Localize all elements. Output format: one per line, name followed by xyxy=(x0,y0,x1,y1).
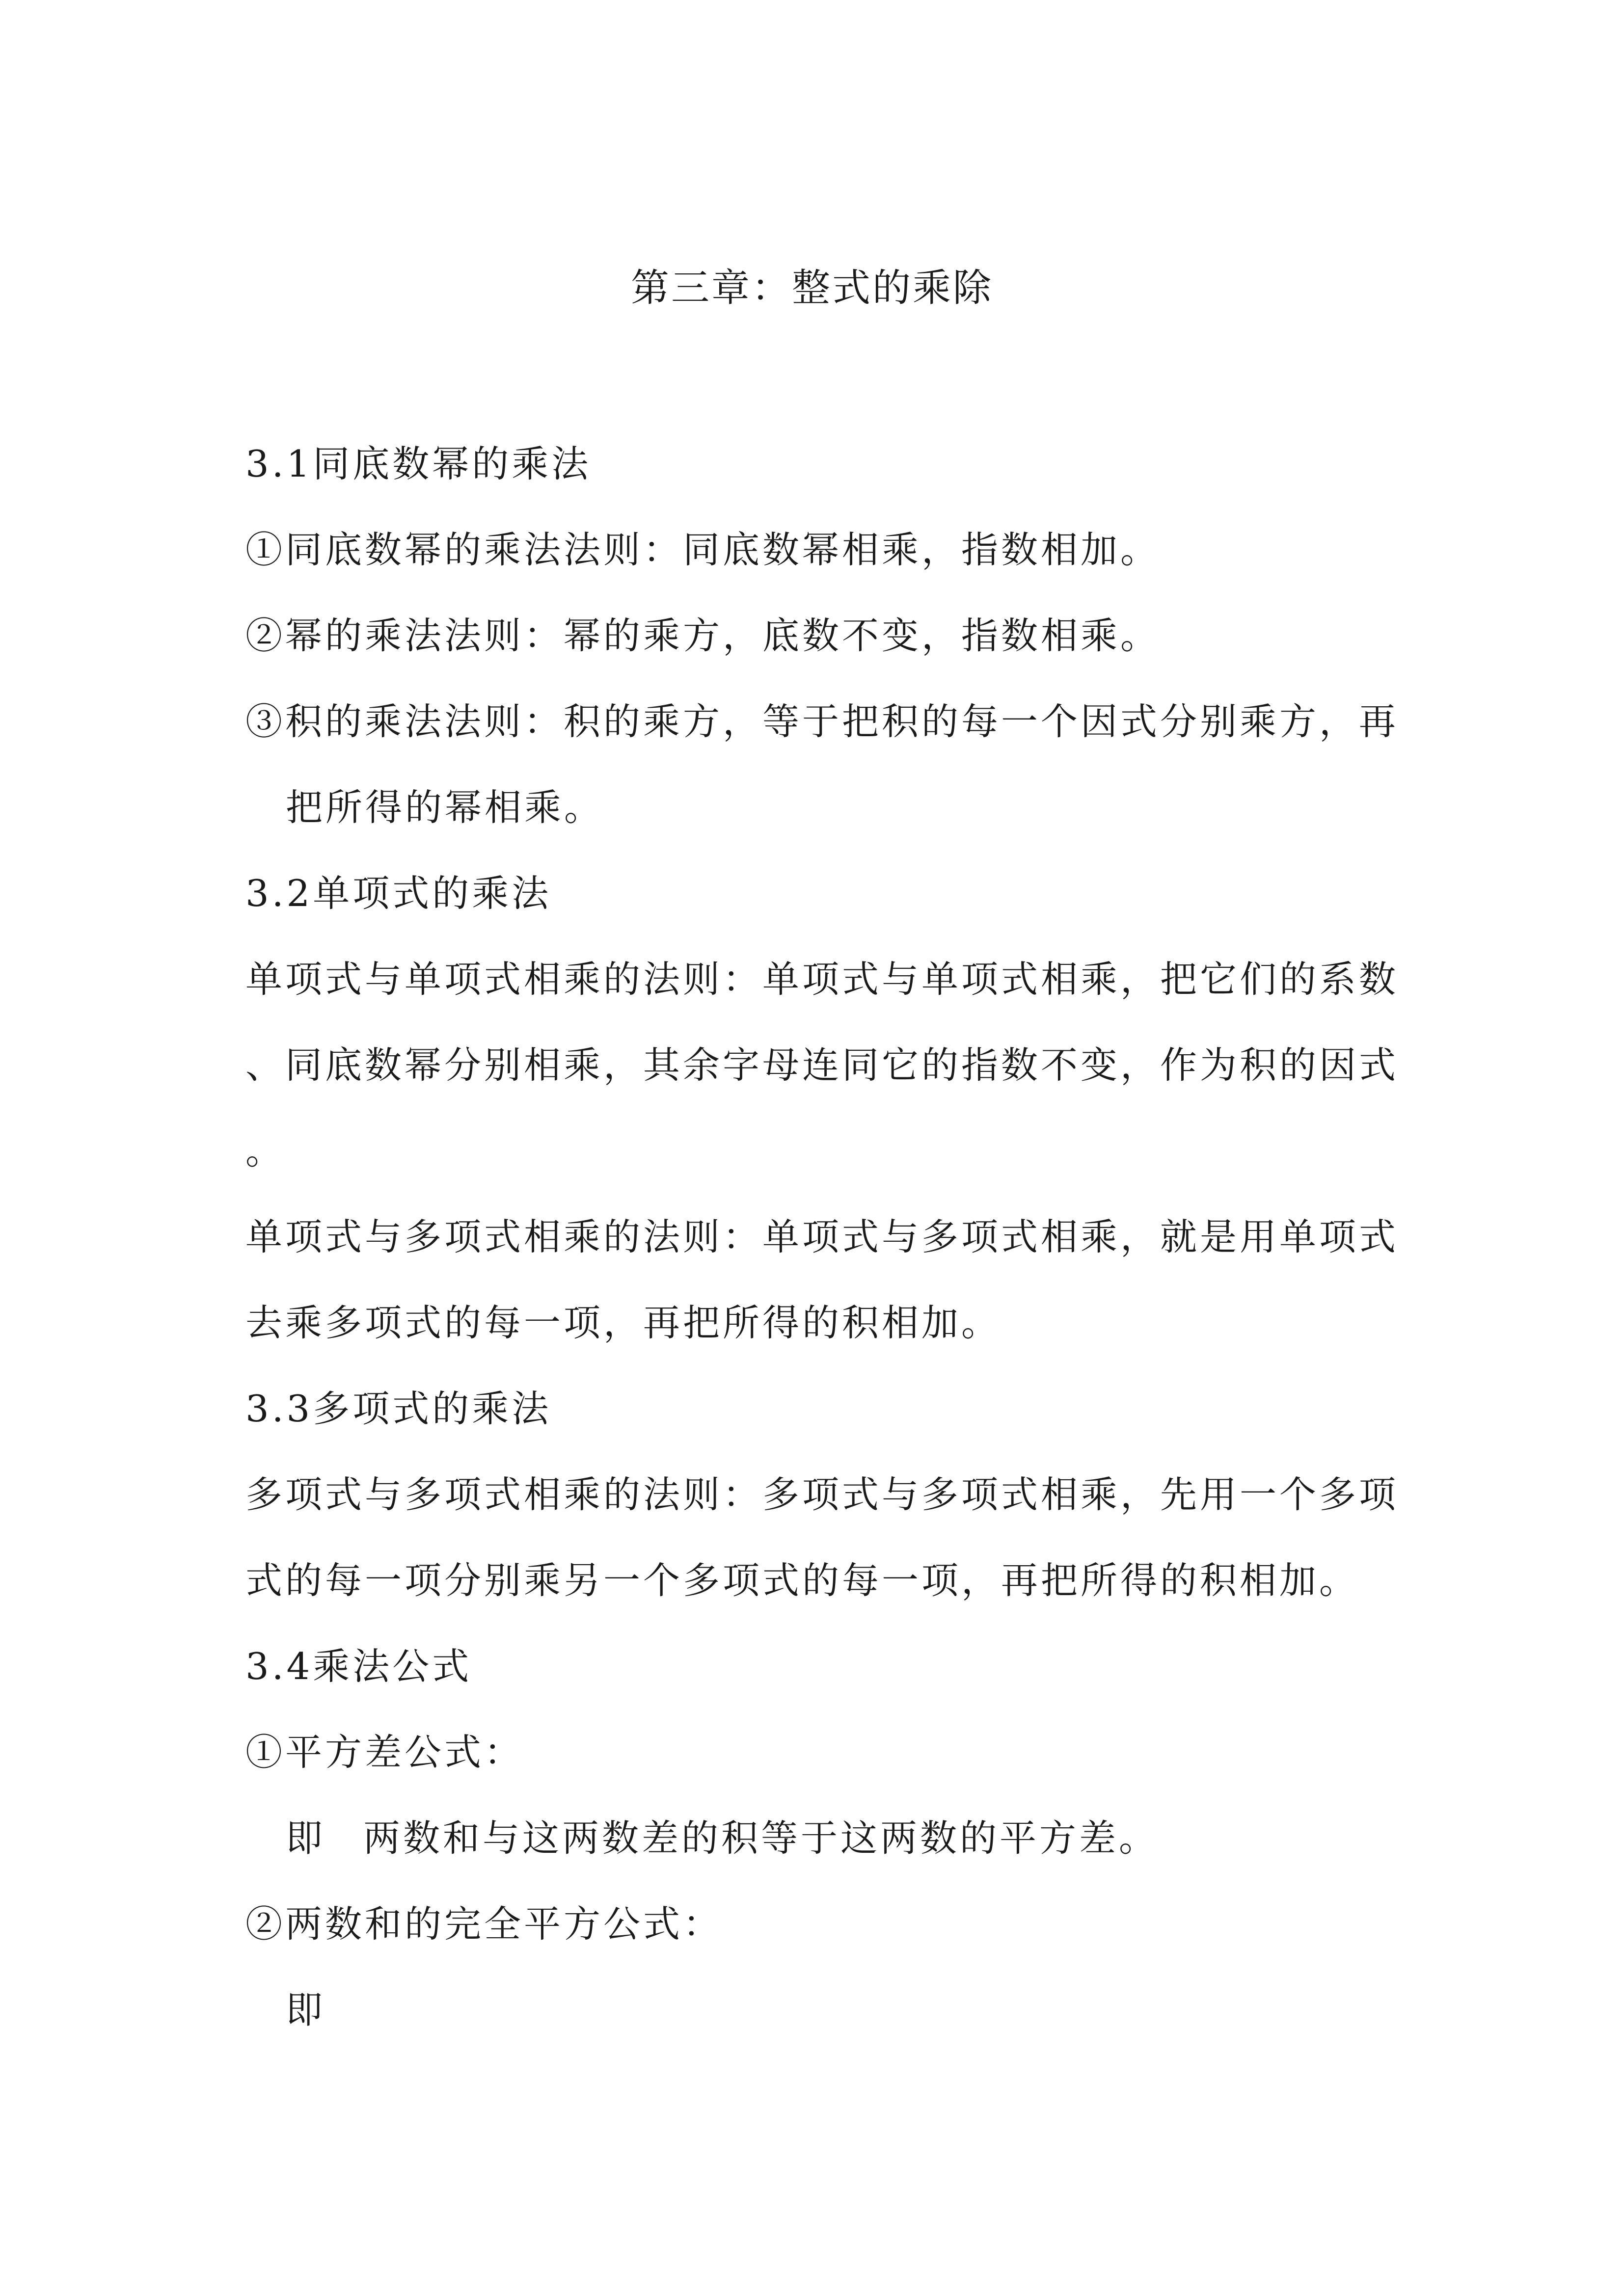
monomial-times-polynomial-line2: 去乘多项式的每一项，再把所得的积相加。 xyxy=(245,1301,1001,1344)
section-heading-3-1: 3.1同底数幂的乘法 xyxy=(245,442,592,485)
rule-same-base-multiplication: ①同底数幂的乘法法则：同底数幂相乘，指数相加。 xyxy=(245,528,1161,571)
difference-of-squares-note: 两数和与这两数差的积等于这两数的平方差。 xyxy=(363,1816,1159,1860)
section-heading-3-3: 3.3多项式的乘法 xyxy=(245,1387,552,1430)
polynomial-times-polynomial-line1: 多项式与多项式相乘的法则：多项式与多项式相乘，先用一个多项 xyxy=(245,1473,1399,1516)
monomial-times-monomial-line2: 、同底数幂分别相乘，其余字母连同它的指数不变，作为积的因式 xyxy=(245,1043,1399,1087)
square-of-sum-label: ②两数和的完全平方公式： xyxy=(245,1902,723,1946)
difference-of-squares-ji: 即 xyxy=(286,1816,326,1860)
monomial-times-monomial-line3: 。 xyxy=(245,1129,286,1173)
rule-power-of-power: ②幂的乘法法则：幂的乘方，底数不变，指数相乘。 xyxy=(245,614,1161,657)
difference-of-squares-label: ①平方差公式： xyxy=(245,1731,524,1774)
square-of-sum-ji: 即 xyxy=(286,1988,326,2031)
monomial-times-polynomial-line1: 单项式与多项式相乘的法则：单项式与多项式相乘，就是用单项式 xyxy=(245,1215,1399,1258)
rule-power-of-product-line2: 把所得的幂相乘。 xyxy=(286,786,604,829)
polynomial-times-polynomial-line2: 式的每一项分别乘另一个多项式的每一项，再把所得的积相加。 xyxy=(245,1559,1359,1602)
section-heading-3-2: 3.2单项式的乘法 xyxy=(245,872,552,915)
section-heading-3-4: 3.4乘法公式 xyxy=(245,1645,472,1688)
monomial-times-monomial-line1: 单项式与单项式相乘的法则：单项式与单项式相乘，把它们的系数 xyxy=(245,958,1399,1001)
page-title: 第三章：整式的乘除 xyxy=(630,266,993,310)
rule-power-of-product-line1: ③积的乘法法则：积的乘方，等于把积的每一个因式分别乘方，再 xyxy=(245,700,1399,743)
